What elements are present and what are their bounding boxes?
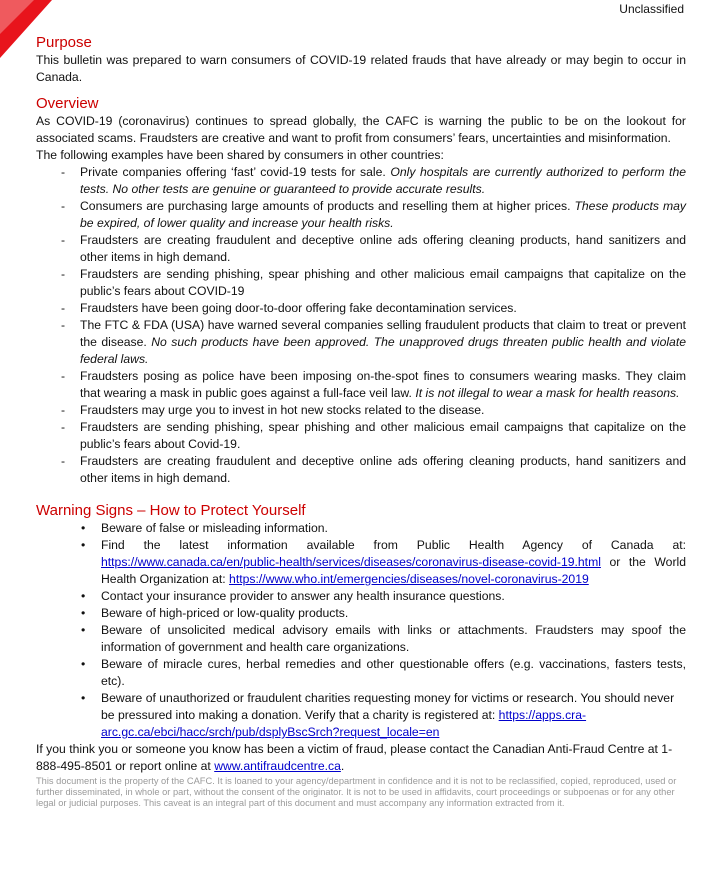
overview-heading: Overview	[36, 95, 99, 112]
list-item: - Fraudsters may urge you to invest in hot new stocks related to the disease.	[61, 402, 686, 419]
list-item: - Fraudsters are creating fraudulent and deceptive online ads offering cleaning products, hand sanitizers and other items in high demand.	[61, 232, 686, 266]
caveat-notice: This document is the property of the CAFC. It is loaned to your agency/department in confidence and it is not to be reclassified, copied, reproduced, used or further disseminated, in whole or part, without the consent of the originator. It is not to be used in affidavits, court proceedings or subpoenas or for any other legal or judicial purposes. This caveat is an integral part of this document and must accompany any information extracted from it.	[36, 776, 677, 808]
list-item: - Fraudsters are sending phishing, spear phishing and other malicious email campaigns that capitalize on the public’s fears about Covid-19.	[61, 419, 686, 453]
who-link[interactable]: https://www.who.int/emergencies/diseases/novel-coronavirus-2019	[229, 572, 589, 586]
list-item: - Fraudsters have been going door-to-door offering fake decontamination services.	[61, 300, 686, 317]
bulletin-content	[36, 33, 686, 809]
list-item: • Find the latest information available from Public Health Agency of Canada at: https://www.canada.ca/en/public-health/services/diseases/coronavirus-disease-covid-19.html or the World Health Organization at: https://www.who.int/emergencies/diseases/novel-coronavirus-2019	[81, 537, 686, 588]
list-item: • Beware of unsolicited medical advisory emails with links or attachments. Fraudsters may spoof the information of government and health care organizations.	[81, 622, 686, 656]
list-item: • Beware of false or misleading information.	[81, 520, 686, 537]
overview-intro: As COVID-19 (coronavirus) continues to spread globally, the CAFC is warning the public to be on the lookout for associated scams. Fraudsters are creative and want to profit from consumers’ fears, uncertainties and misinformation.	[36, 114, 686, 145]
list-item: • Beware of miracle cures, herbal remedies and other questionable offers (e.g. vaccinations, fasters tests, etc).	[81, 656, 686, 690]
find-info-text: • Find the latest information available from Public Health Agency of Canada at:	[101, 538, 686, 552]
purpose-text: This bulletin was prepared to warn consumers of COVID-19 related frauds that have already or may begin to occur in Canada.	[36, 53, 686, 84]
list-item: - Private companies offering ‘fast’ covid-19 tests for sale. Only hospitals are currently authorized to perform the tests. No other tests are genuine or guaranteed to provide accurate results.	[61, 164, 686, 198]
warning-list	[81, 520, 686, 741]
canada-health-link[interactable]: https://www.canada.ca/en/public-health/services/diseases/coronavirus-disease-covid-19.html	[101, 555, 601, 569]
contact-text: If you think you or someone you know has been a victim of fraud, please contact the Canadian Anti-Fraud Centre at 1-888-495-8501 or report online at www.antifraudcentre.ca.	[36, 742, 673, 773]
list-item: • Beware of high-priced or low-quality products.	[81, 605, 686, 622]
cra-charity-link[interactable]: https://apps.cra-arc.gc.ca/ebci/hacc/srch/pub/dsplyBscSrch?request_locale=en	[101, 708, 587, 739]
list-item: - Consumers are purchasing large amounts of products and reselling them at higher prices. These products may be expired, of lower quality and increase your health risks.	[61, 198, 686, 232]
list-item: - Fraudsters are sending phishing, spear phishing and other malicious email campaigns that capitalize on the public’s fears about COVID-19	[61, 266, 686, 300]
examples-intro: The following examples have been shared by consumers in other countries:	[36, 148, 444, 162]
examples-list	[61, 164, 686, 487]
warning-signs-heading: Warning Signs – How to Protect Yourself	[36, 502, 306, 519]
list-item: • Beware of unauthorized or fraudulent charities requesting money for victims or research. You should never be pressured into making a donation. Verify that a charity is registered at: https://apps.cra-arc.gc.ca/ebci/hacc/srch/pub/dsplyBscSrch?request_locale=en	[81, 690, 686, 741]
list-item: • Contact your insurance provider to answer any health insurance questions.	[81, 588, 686, 605]
list-item: - Fraudsters are creating fraudulent and deceptive online ads offering cleaning products, hand sanitizers and other items in high demand.	[61, 453, 686, 487]
purpose-heading: Purpose	[36, 34, 92, 51]
antifraud-link[interactable]: www.antifraudcentre.ca	[214, 759, 341, 773]
list-item: - The FTC & FDA (USA) have warned several companies selling fraudulent products that claim to treat or prevent the disease. No such products have been approved. The unapproved drugs threaten public health and violate federal laws.	[61, 317, 686, 368]
classification-label: Unclassified	[619, 2, 684, 16]
list-item: - Fraudsters posing as police have been imposing on-the-spot fines to consumers wearing masks. They claim that wearing a mask in public goes against a full-face veil law. It is not illegal to wear a mask for health reasons.	[61, 368, 686, 402]
